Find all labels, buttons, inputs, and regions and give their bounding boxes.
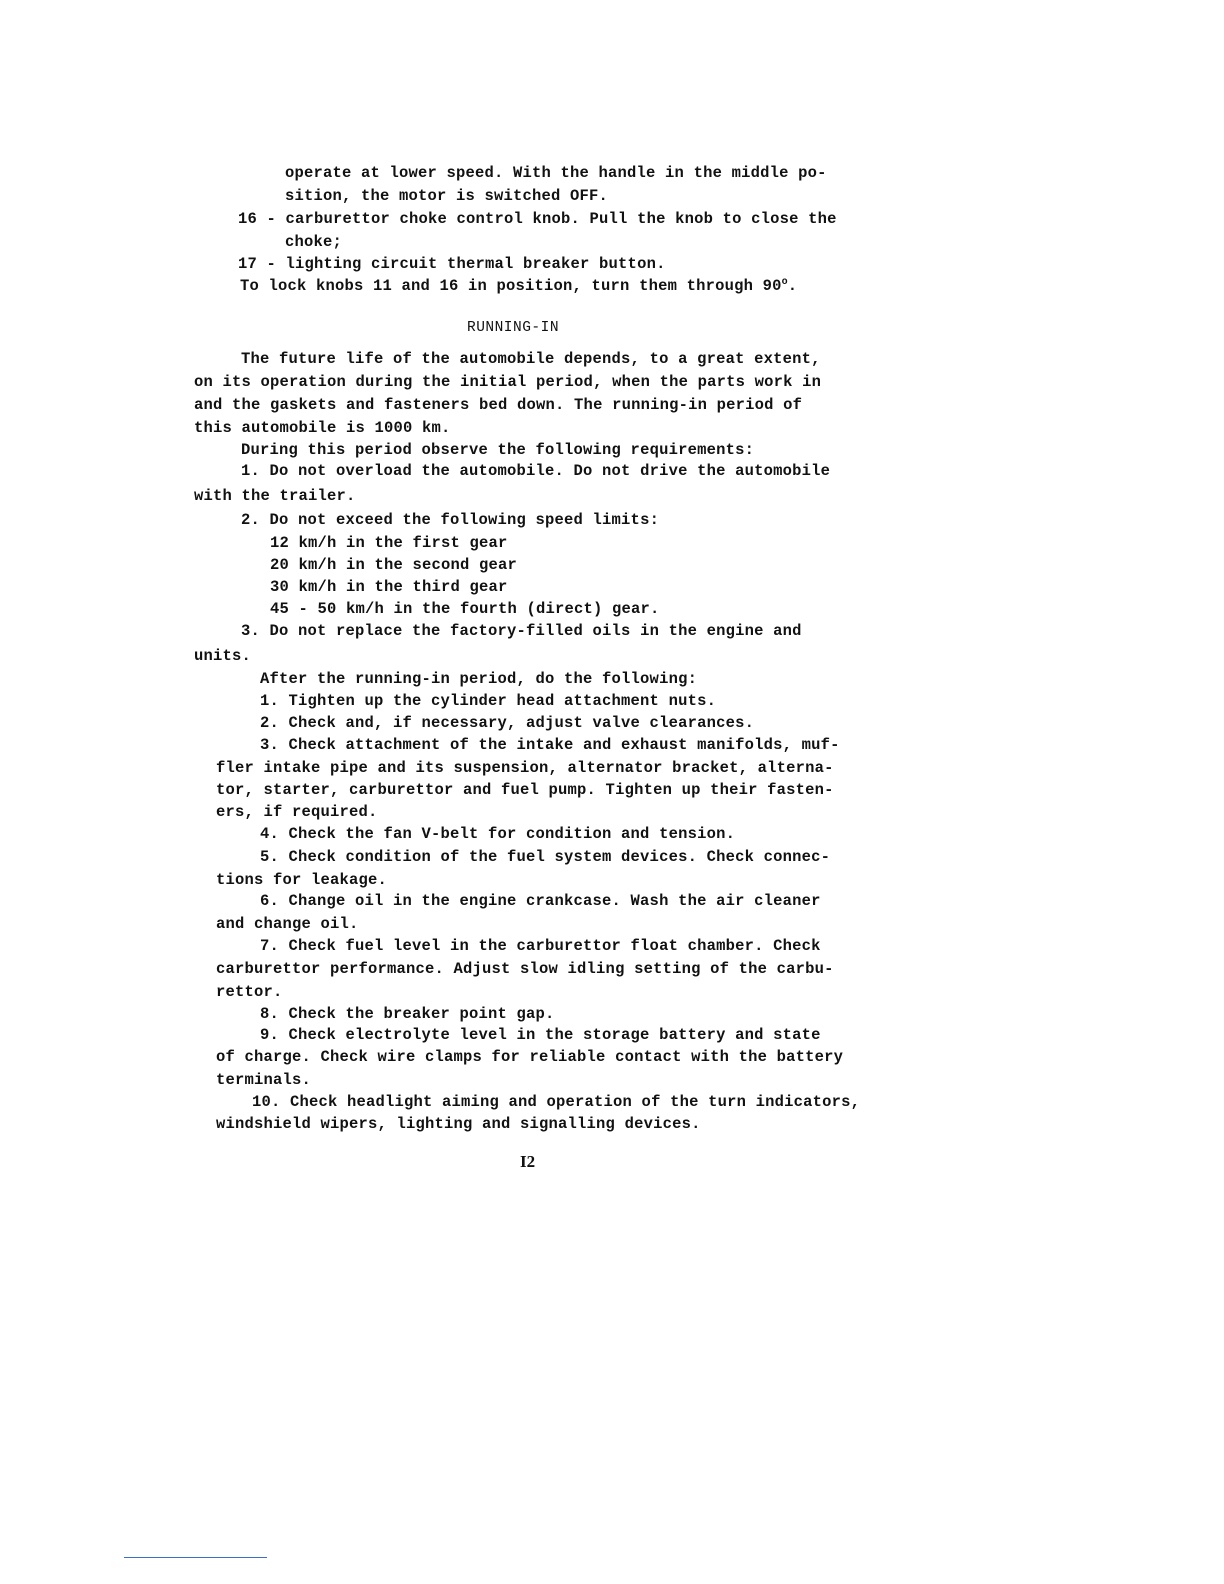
page-number: I2 <box>520 1152 536 1171</box>
degree-mark: o <box>781 277 788 288</box>
list-item: 4. Check the fan V-belt for condition and tension. <box>260 825 736 843</box>
text-line: rettor. <box>216 983 283 1001</box>
text-line: this automobile is 1000 km. <box>194 419 451 437</box>
text-line: operate at lower speed. With the handle in the middle po- <box>285 164 827 182</box>
footnote-rule <box>124 1557 267 1558</box>
lock-note-text: To lock knobs 11 and 16 in position, turn them through 90 <box>240 277 782 295</box>
text-line: choke; <box>285 233 343 251</box>
text-line: After the running-in period, do the following: <box>260 670 698 688</box>
speed-limit: 20 km/h in the second gear <box>270 556 518 574</box>
text-line: and the gaskets and fasteners bed down. The running-in period of <box>194 396 803 414</box>
list-item: 6. Change oil in the engine crankcase. Wash the air cleaner <box>260 892 821 910</box>
text-line: carburettor performance. Adjust slow idling setting of the carbu- <box>216 960 834 978</box>
text-line: tor, starter, carburettor and fuel pump. Tighten up their fasten- <box>216 781 834 799</box>
text-line: sition, the motor is switched OFF. <box>285 187 609 205</box>
text-line: on its operation during the initial period, when the parts work in <box>194 373 822 391</box>
list-item: 2. Check and, if necessary, adjust valve clearances. <box>260 714 755 732</box>
list-item: 3. Do not replace the factory-filled oils in the engine and <box>241 622 802 640</box>
list-item: 1. Tighten up the cylinder head attachment nuts. <box>260 692 717 710</box>
section-heading: RUNNING-IN <box>467 320 560 336</box>
speed-limit: 12 km/h in the first gear <box>270 534 508 552</box>
list-item: 7. Check fuel level in the carburettor float chamber. Check <box>260 937 821 955</box>
list-item: 2. Do not exceed the following speed limits: <box>241 511 660 529</box>
list-item: 8. Check the breaker point gap. <box>260 1005 555 1023</box>
speed-limit: 45 - 50 km/h in the fourth (direct) gear. <box>270 600 660 618</box>
text-line: 17 - lighting circuit thermal breaker button. <box>238 255 666 273</box>
lock-note <box>240 276 797 296</box>
list-item: 9. Check electrolyte level in the storage battery and state <box>260 1026 821 1044</box>
text-line: with the trailer. <box>194 487 356 505</box>
list-item: 10. Check headlight aiming and operation of the turn indicators, <box>252 1093 861 1111</box>
text-line: terminals. <box>216 1071 312 1089</box>
list-item: 1. Do not overload the automobile. Do not drive the automobile <box>241 462 831 480</box>
lock-note-end: . <box>787 277 798 295</box>
list-item: 3. Check attachment of the intake and exhaust manifolds, muf- <box>260 736 840 754</box>
text-line: fler intake pipe and its suspension, alternator bracket, alterna- <box>216 759 834 777</box>
text-line: The future life of the automobile depends, to a great extent, <box>241 350 821 368</box>
list-item: 5. Check condition of the fuel system devices. Check connec- <box>260 848 831 866</box>
text-line: During this period observe the following requirements: <box>241 441 755 459</box>
text-line: tions for leakage. <box>216 871 388 889</box>
text-line: windshield wipers, lighting and signalling devices. <box>216 1115 701 1133</box>
text-line: units. <box>194 647 252 665</box>
text-line: of charge. Check wire clamps for reliable contact with the battery <box>216 1048 844 1066</box>
text-line: and change oil. <box>216 915 359 933</box>
text-line: ers, if required. <box>216 803 378 821</box>
speed-limit: 30 km/h in the third gear <box>270 578 508 596</box>
text-line: 16 - carburettor choke control knob. Pull the knob to close the <box>238 210 837 228</box>
